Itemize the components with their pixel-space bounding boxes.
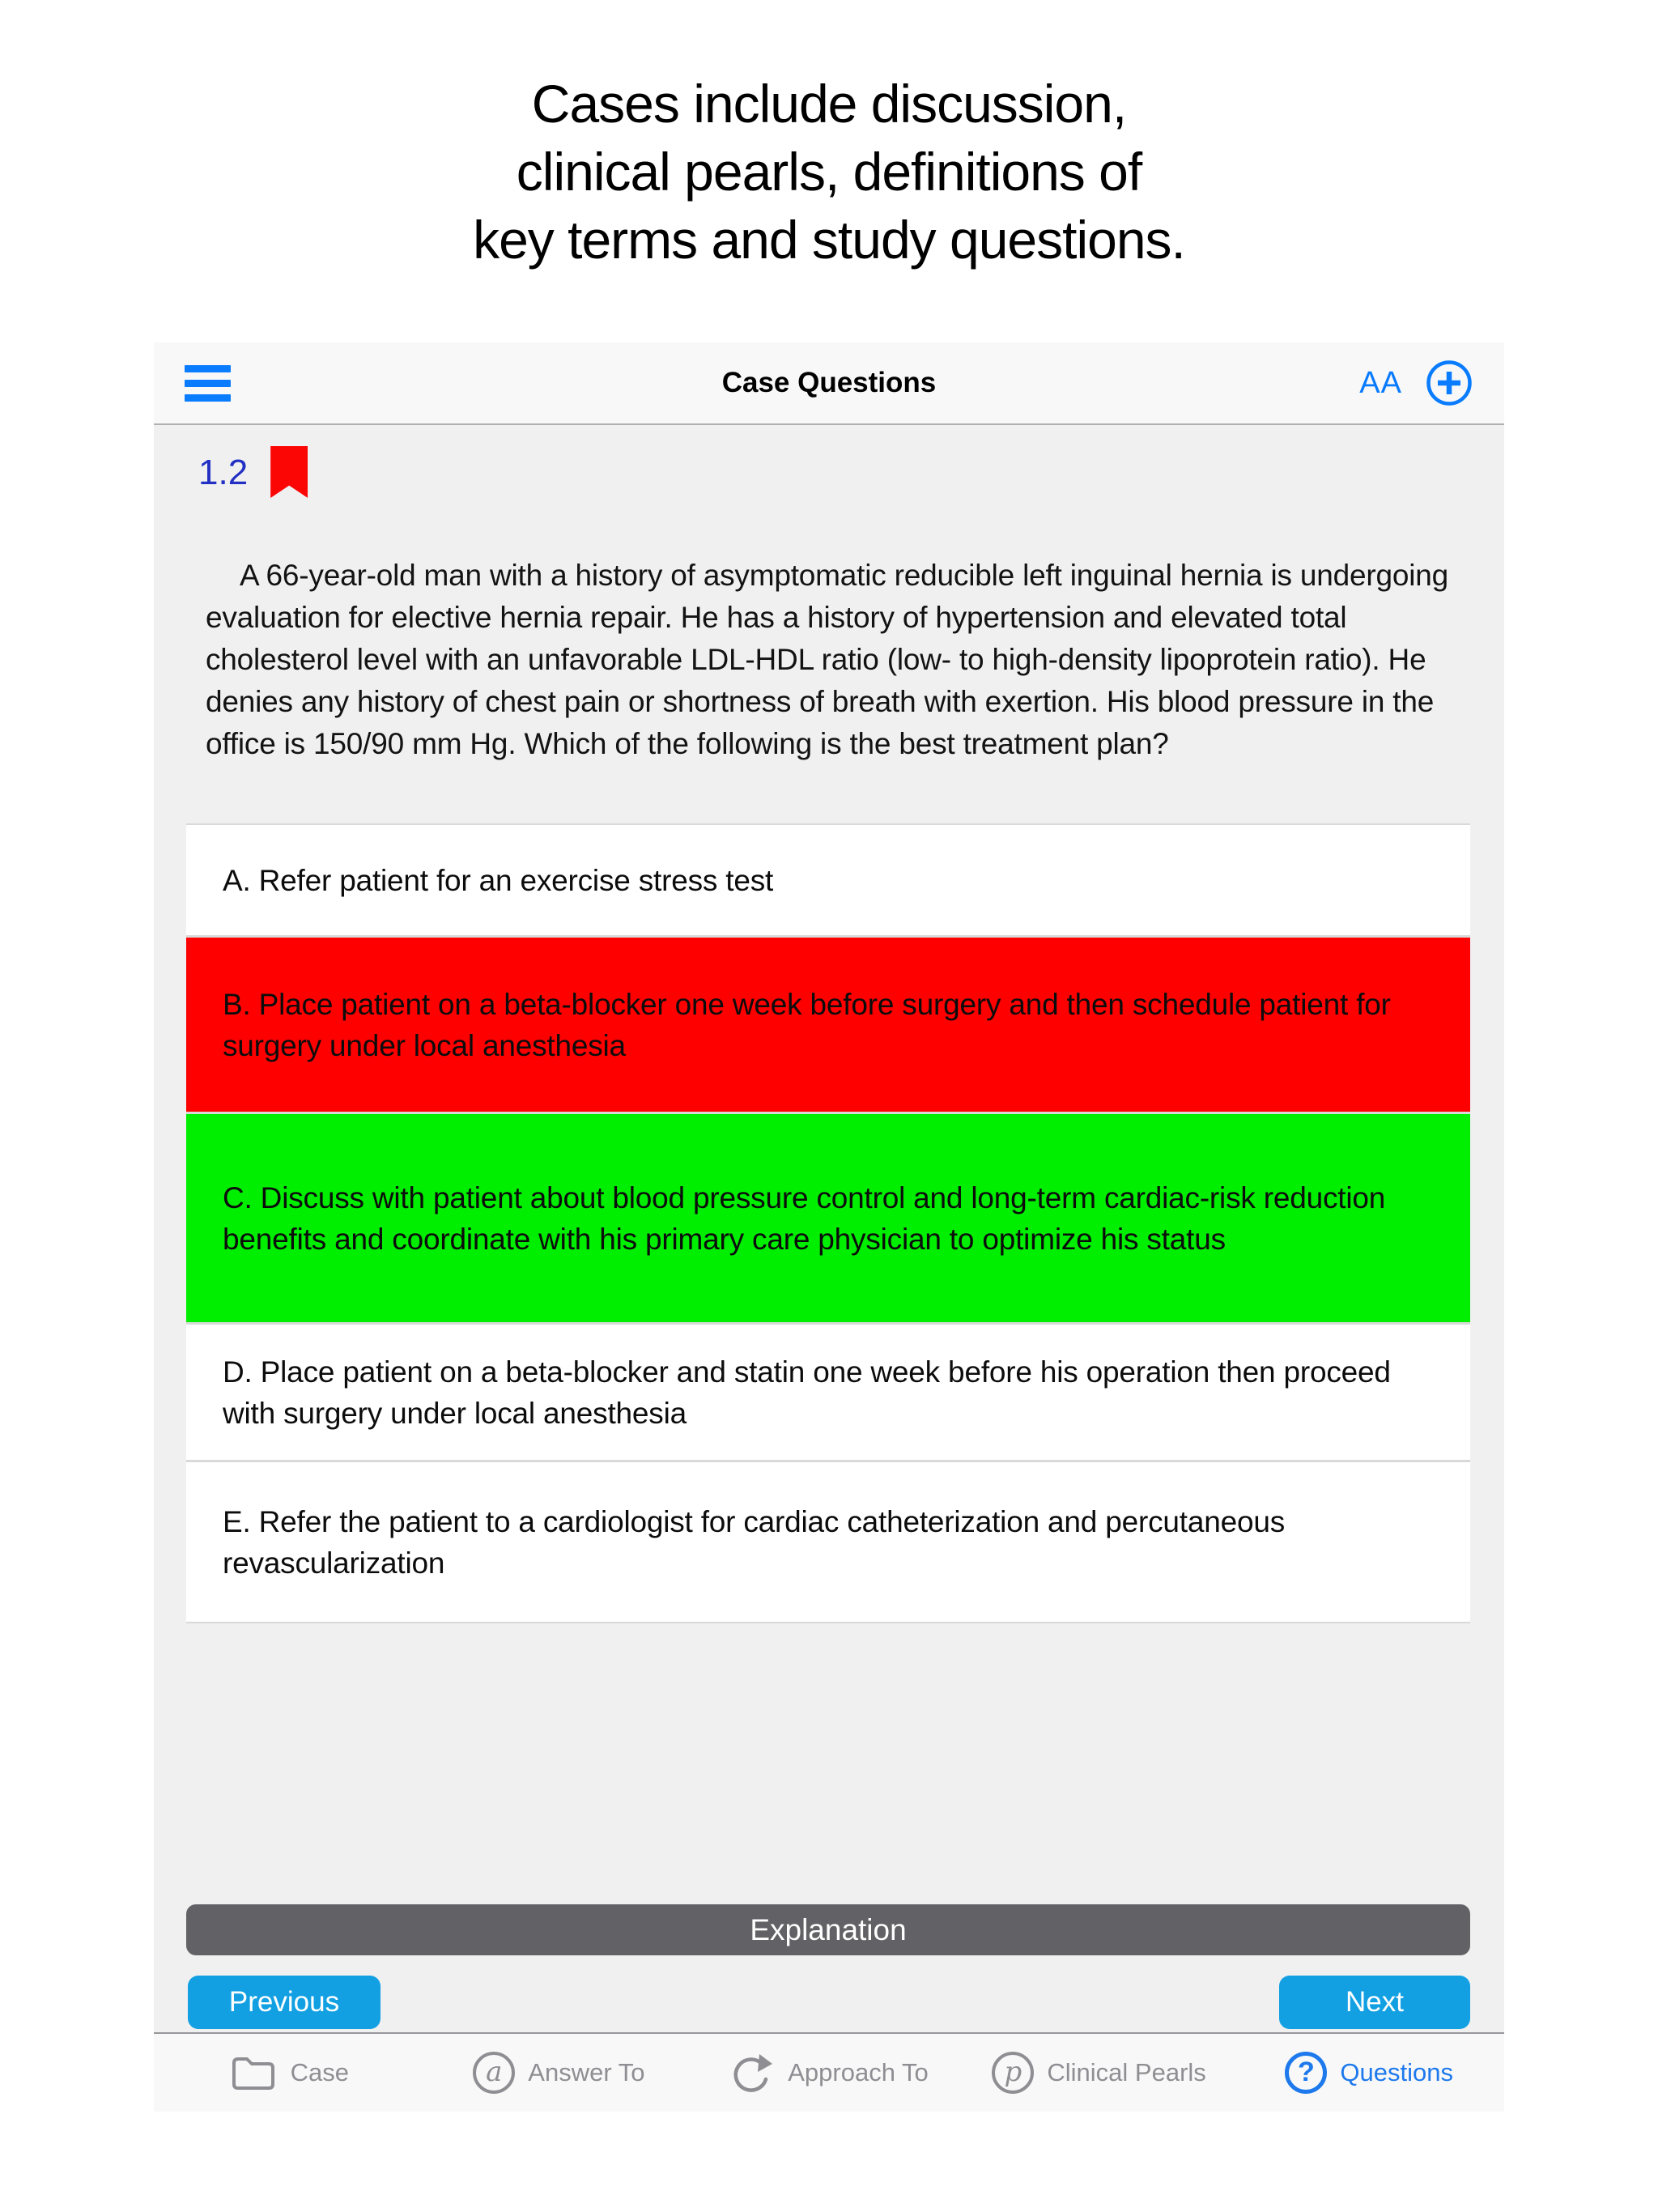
tab-bar	[154, 2032, 1504, 2112]
answer-circle-a-icon: a	[473, 2052, 515, 2094]
questions-circle-question-icon: ?	[1285, 2052, 1327, 2094]
intro-caption-line: key terms and study questions.	[473, 210, 1185, 270]
tab-case[interactable]	[154, 2034, 424, 2112]
tab-questions[interactable]	[1234, 2034, 1504, 2112]
option-d[interactable]: D. Place patient on a beta-blocker and statin one week before his operation then proceed with surgery under local anesthesia	[186, 1322, 1470, 1460]
page-title: Case Questions	[721, 367, 937, 398]
approach-arrow-icon	[729, 2050, 775, 2095]
navbar-right-group	[1359, 359, 1473, 407]
tab-answer-to[interactable]	[424, 2034, 695, 2112]
tab-label: Approach To	[788, 2058, 929, 2087]
explanation-button[interactable]: Explanation	[186, 1904, 1470, 1955]
tab-clinical-pearls[interactable]	[964, 2034, 1235, 2112]
intro-caption-line: clinical pearls, definitions of	[516, 142, 1142, 202]
section-header	[198, 449, 1504, 503]
tab-label: Questions	[1340, 2058, 1453, 2087]
tab-label: Answer To	[528, 2058, 645, 2087]
option-a[interactable]: A. Refer patient for an exercise stress test	[186, 825, 1470, 935]
previous-button[interactable]: Previous	[188, 1976, 380, 2029]
tab-approach-to[interactable]	[694, 2034, 964, 2112]
option-c-correct[interactable]: C. Discuss with patient about blood pressure control and long-term cardiac-risk reduction benefits and coordinate with his primary care physician to optimize his status	[186, 1112, 1470, 1322]
intro-caption	[0, 70, 1658, 274]
option-b-incorrect[interactable]: B. Place patient on a beta-blocker one week before surgery and then schedule patient for surgery under local anesthesia	[186, 935, 1470, 1112]
next-button[interactable]: Next	[1279, 1976, 1470, 2029]
tab-label: Case	[290, 2058, 349, 2087]
bookmark-icon[interactable]	[270, 446, 308, 498]
app-panel	[154, 342, 1504, 2112]
answer-options-list	[186, 823, 1470, 1623]
text-size-button[interactable]: AA	[1359, 365, 1402, 400]
folder-icon	[229, 2052, 278, 2093]
question-text: A 66-year-old man with a history of asymptomatic reducible left inguinal hernia is undergoing evaluation for elective hernia repair. He has a history of hypertension and elevated total cholesterol level with an unfavorable LDL-HDL ratio (low- to high-density lipoprotein ratio). He denies any history of chest pain or shortness of breath with exertion. His blood pressure in the office is 150/90 mm Hg. Which of the following is the best treatment plan?	[206, 559, 1449, 760]
case-number: 1.2	[198, 453, 249, 492]
option-e[interactable]: E. Refer the patient to a cardiologist for cardiac catheterization and percutaneous revascularization	[186, 1460, 1470, 1622]
clinical-pearls-circle-p-icon: p	[992, 2052, 1034, 2094]
intro-caption-line: Cases include discussion,	[531, 74, 1127, 134]
add-button[interactable]	[1425, 359, 1473, 407]
navigation-bar	[154, 342, 1504, 425]
tab-label: Clinical Pearls	[1047, 2058, 1206, 2087]
